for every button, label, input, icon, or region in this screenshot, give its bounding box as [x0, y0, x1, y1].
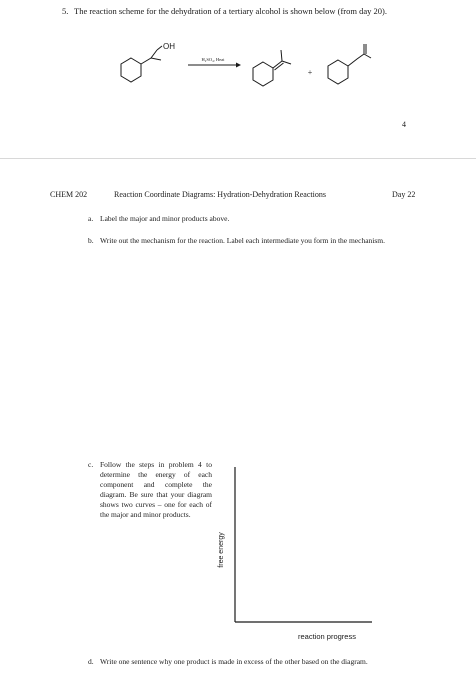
page-separator: [0, 158, 476, 159]
question-d: [88, 657, 424, 667]
header-course: CHEM 202: [50, 190, 88, 199]
reaction-scheme: [105, 32, 375, 94]
question-a: [88, 214, 428, 224]
question-d-label: d.: [88, 657, 94, 666]
header-day: Day 22: [392, 190, 416, 199]
reaction-coordinate-diagram: [212, 465, 372, 645]
question-c-label: c.: [88, 460, 94, 469]
question-c: [88, 460, 212, 520]
question-b-text: Write out the mechanism for the reaction. Label each intermediate you form in the mechanism.: [100, 236, 386, 245]
question-5-number: 5.: [62, 6, 69, 16]
page-number: 4: [402, 120, 406, 129]
reaction-arrow: [188, 63, 241, 68]
plus-sign: +: [307, 68, 313, 77]
question-5-text: The reaction scheme for the dehydration of a tertiary alcohol is shown below (from day 20).: [74, 6, 387, 16]
product-1-structure: [253, 50, 291, 86]
product-2-structure: [328, 44, 371, 84]
question-5: [62, 6, 432, 17]
header-title: Reaction Coordinate Diagrams: Hydration-Dehydration Reactions: [114, 190, 326, 199]
hydroxyl-label: OH: [163, 42, 175, 51]
reagent-label: H₂SO₄, Heat: [201, 57, 225, 62]
question-d-text: Write one sentence why one product is made in excess of the other based on the diagram.: [100, 657, 368, 666]
question-c-text: Follow the steps in problem 4 to determine the energy of each component and complete the diagram. Be sure that your diagram shows two curves – one for each of the major and minor products.: [100, 460, 212, 519]
question-b-label: b.: [88, 236, 94, 245]
question-a-label: a.: [88, 214, 94, 223]
question-a-text: Label the major and minor products above.: [100, 214, 230, 223]
alcohol-structure: [121, 46, 162, 82]
y-axis-label: free energy: [218, 532, 225, 568]
x-axis-label: reaction progress: [298, 632, 356, 641]
question-b: [88, 236, 423, 246]
